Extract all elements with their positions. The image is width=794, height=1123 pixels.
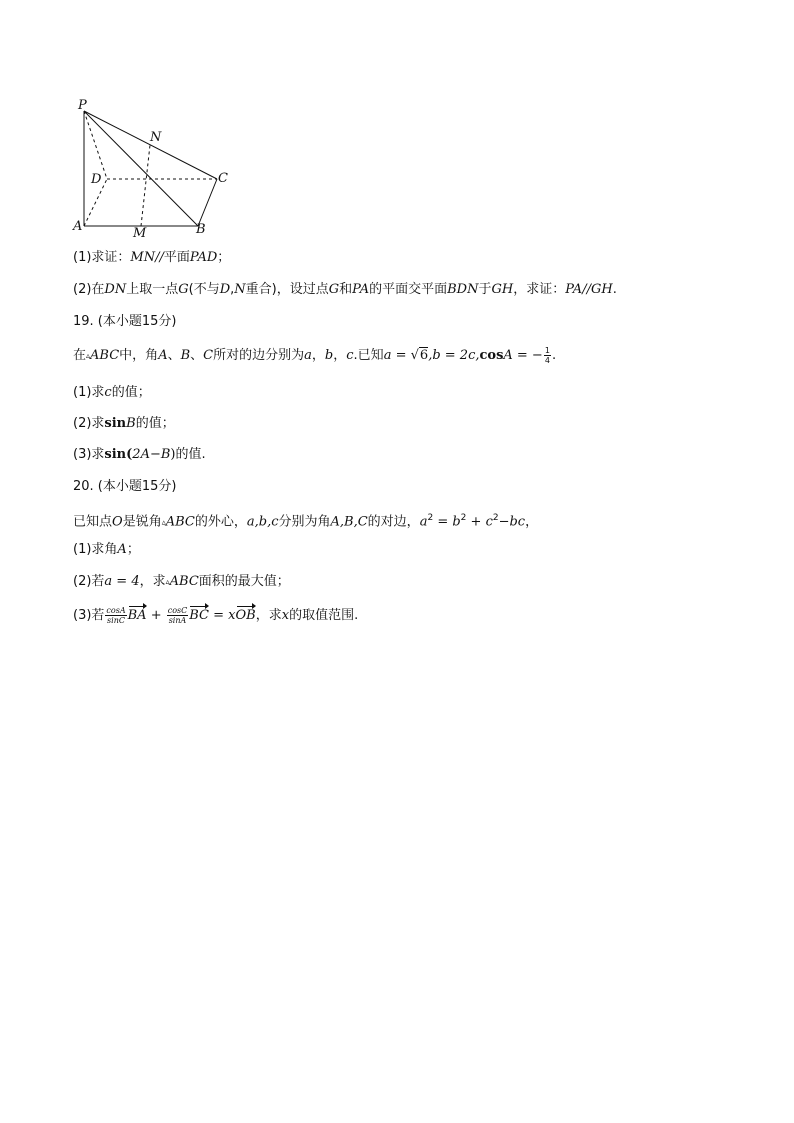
q20-part1: (1)求角A； [73, 542, 140, 557]
q19-stem: 在▵ABC中，角A、B、C所对的边分别为a，b，c.已知a = √6,b = 2c,cosA = − $\frac{1}{4}$ . [73, 346, 557, 365]
label-M: M [133, 226, 147, 241]
label-P: P [78, 98, 87, 113]
segment-MN [141, 145, 150, 226]
edge-PB [84, 111, 198, 226]
label-B: B [196, 222, 206, 237]
q18-part1: (1)求证：MN//平面PAD； [73, 250, 231, 265]
q19-part2: (2)求sinB的值； [73, 416, 175, 431]
label-A: A [73, 219, 83, 234]
geometry-figure [68, 96, 238, 242]
q19-part1: (1)求c的值； [73, 385, 151, 400]
label-N: N [150, 130, 162, 145]
edge-BC [198, 179, 217, 226]
q20-part2: (2)若a = 4，求▵ABC面积的最大值； [73, 574, 290, 589]
q18-part2: (2)在DN上取一点G(不与D,N重合)，设过点G和PA的平面交平面BDN于GH，求证：PA//GH. [73, 282, 617, 297]
q20-stem: 已知点O是锐角▵ABC的外心，a,b,c分别为角A,B,C的对边，$a^2 = b^2 + c^2-bc$， [73, 513, 539, 530]
label-D: D [91, 172, 102, 187]
q19-heading: 19. (本小题15分) [73, 314, 177, 329]
q20-part3: (3)若 $\frac{\cos A}{\sin C}$ BA + $\frac{\cos C}{\sin A}$ BC = xOB，求x的取值范围. [73, 606, 359, 625]
label-C: C [218, 171, 228, 186]
q19-part3: (3)求sin(2A−B)的值. [73, 447, 206, 462]
q20-heading: 20. (本小题15分) [73, 479, 177, 494]
